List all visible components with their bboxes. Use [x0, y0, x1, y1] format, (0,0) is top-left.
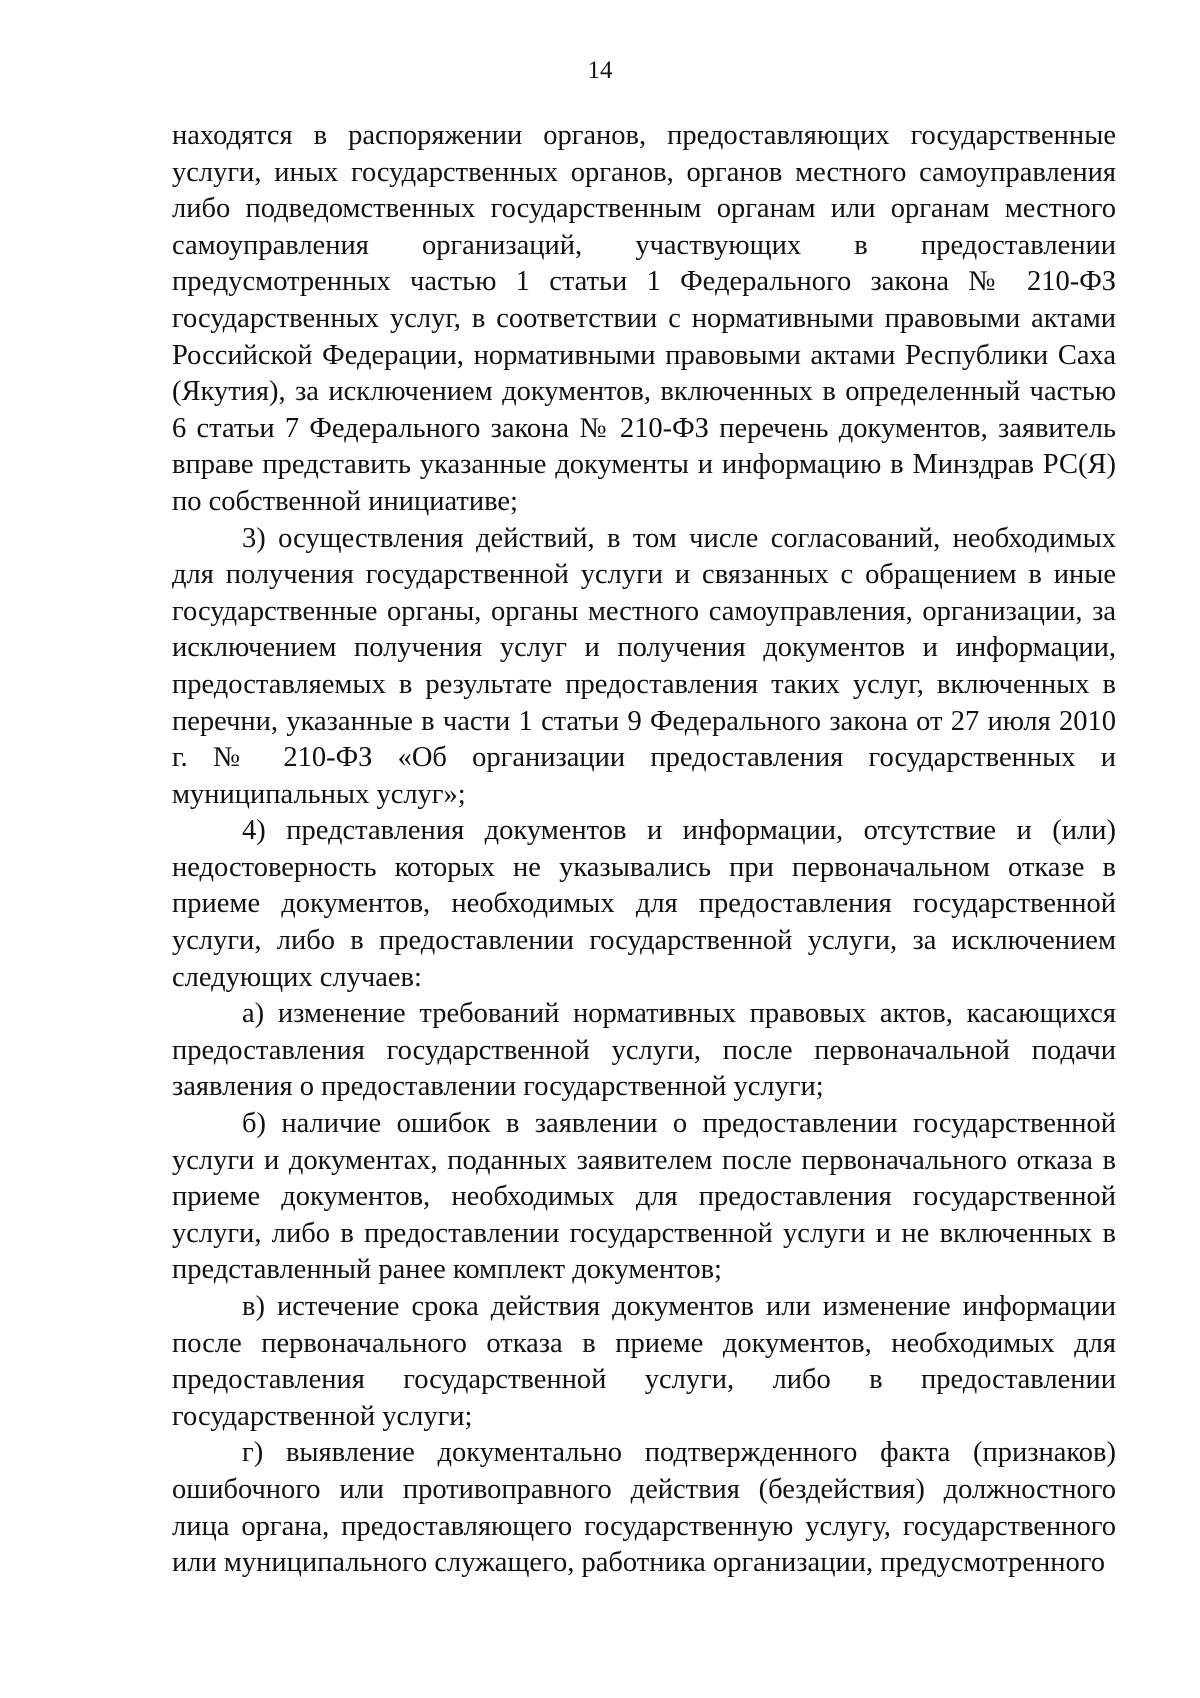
- document-body: [172, 118, 1116, 1582]
- paragraph-item-4: 4) представления документов и информации, отсутствие и (или) недостоверность которых не указывались при первоначальном отказе в приеме документов, необходимых для предоставления государственной услуги, либо в предоставлении государственной услуги, за исключением следующих случаев:: [172, 815, 1116, 993]
- page-number: 14: [587, 57, 613, 84]
- paragraph-subitem-a: а) изменение требований нормативных правовых актов, касающихся предоставления государственной услуги, после первоначальной подачи заявления о предоставлении государственной услуги;: [172, 998, 1116, 1103]
- paragraph-continuation: находятся в распоряжении органов, предоставляющих государственные услуги, иных государственных органов, органов местного самоуправления либо подведомственных государственным органам или органам местного самоуправления организаций, участвующих в предоставлении предусмотренных частью 1 статьи 1 Федерального закона № 210-ФЗ государственных услуг, в соответствии с нормативными правовыми актами Российской Федерации, нормативными правовыми актами Республики Саха (Якутия), за исключением документов, включенных в определенный частью 6 статьи 7 Федерального закона № 210-ФЗ перечень документов, заявитель вправе представить указанные документы и информацию в Минздрав РС(Я) по собственной инициативе;: [172, 120, 1116, 517]
- paragraph-subitem-g: г) выявление документально подтвержденного факта (признаков) ошибочного или противоправного действия (бездействия) должностного лица органа, предоставляющего государственную услугу, государственного или муниципального служащего, работника организации, предусмотренного: [172, 1437, 1116, 1579]
- paragraph-subitem-v: в) истечение срока действия документов или изменение информации после первоначального отказа в приеме документов, необходимых для предоставления государственной услуги, либо в предоставлении государственной услуги;: [172, 1291, 1116, 1432]
- paragraph-item-3: 3) осуществления действий, в том числе согласований, необходимых для получения государственной услуги и связанных с обращением в иные государственные органы, органы местного самоуправления, организации, за исключением получения услуг и получения документов и информации, предоставляемых в результате предоставления таких услуг, включенных в перечни, указанные в части 1 статьи 9 Федерального закона от 27 июля 2010 г. № 210-ФЗ «Об организации предоставления государственных и муниципальных услуг»;: [172, 522, 1116, 810]
- paragraph-subitem-b: б) наличие ошибок в заявлении о предоставлении государственной услуги и документах, поданных заявителем после первоначального отказа в приеме документов, необходимых для предоставления государственной услуги, либо в предоставлении государственной услуги и не включенных в представленный ранее комплект документов;: [172, 1108, 1116, 1286]
